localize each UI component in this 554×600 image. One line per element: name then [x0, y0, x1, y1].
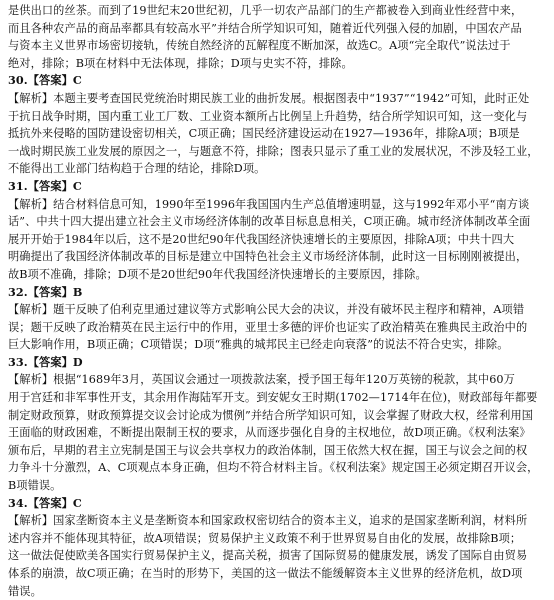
explanation-line: 【解析】结合材料信息可知，1990年至1996年我国国内生产总值增速明显，这与1992年邓小平“南方谈 — [8, 197, 530, 211]
answer-heading: 31.【答案】C — [8, 178, 82, 193]
explanation-line: 误；题干反映了政治精英在民主运行中的作用，亚里士多德的评价也证实了政治精英在雅典民主政治中的 — [8, 320, 528, 334]
explanation-line: 力争斗十分激烈，A、C项观点本身正确，但均不符合材料主旨。《权利法案》规定国王必须定期召开议会， — [8, 461, 539, 475]
explanation-line: B项错误。 — [8, 479, 62, 493]
answer-heading: 30.【答案】C — [8, 73, 82, 88]
explanation-line: 用于宫廷和非军事性开支，其余用作海陆军开支。到安妮女王时期(1702—1714年在位)，财政部每年都要 — [8, 391, 538, 405]
explanation-line: 是供出口的丝茶。而到了19世纪末20世纪初，几乎一切农产品部门的生产都被卷入到商业性经营中来， — [8, 4, 523, 17]
explanation-line: 故B项不准确，排除；D项不是20世纪90年代我国经济快速增长的主要原因，排除。 — [8, 267, 427, 281]
explanation-line: 【解析】题干反映了伯利克里通过建议等方式影响公民大会的决议，并没有破坏民主程序和精神，A项错 — [8, 303, 525, 317]
explanation-line: 而且各种农产品的商品率都具有较高水平”并结合所学知识可知，随着近代列强入侵的加剧，中国农产品 — [8, 21, 522, 35]
explanation-line: 这一做法促使欧美各国实行贸易保护主义，提高关税，损害了国际贸易的健康发展，诱发了国际自由贸易 — [8, 549, 528, 563]
explanation-line: 体系的崩溃，故C项正确；在当时的形势下，美国的这一做法不能缓解资本主义世界的经济危机，故D项 — [8, 567, 523, 580]
explanation-line: 颁布后，早期的君主立宪制是国王与议会共享权力的政治体制，国王依然大权在握，国王与议会之间的权 — [8, 443, 528, 457]
explanation-line: 【解析】国家垄断资本主义是垄断资本和国家政权密切结合的资本主义，追求的是国家垄断利润，材料所 — [8, 514, 528, 528]
answer-heading: 34.【答案】C — [8, 495, 82, 510]
explanation-line: 制定财政预算，财政预算提交议会讨论成为惯例”并结合所学知识可知，议会掌握了财政大权，经常利用国 — [8, 408, 534, 422]
answer-heading: 32.【答案】B — [8, 284, 83, 299]
explanation-line: 王面临的财政困难，不断提出限制王权的要求，从而逐步强化自身的主权地位，故D项正确。《权利法案》 — [8, 426, 531, 440]
explanation-line: 话”、中共十四大提出建立社会主义市场经济体制的改革目标息息相关，C项正确。城市经济体制改革全面 — [8, 215, 531, 229]
explanation-line: 【解析】根据“1689年3月，英国议会通过一项拨款法案，授予国王每年120万英镑的税款，其中60万 — [8, 373, 515, 387]
explanation-line: 明确提出了我国经济体制改革的目标是建立中国特色社会主义市场经济体制，此时这一目标刚刚被提出， — [8, 250, 528, 264]
explanation-line: 【解析】本题主要考查国民党统治时期民族工业的曲折发展。根据图表中“1937”“1942”可知，此时正处 — [8, 91, 530, 105]
explanation-line: 述内容并不能体现其特征，故A项错误；贸易保护主义政策不利于世界贸易自由化的发展，故排除B项； — [8, 531, 522, 545]
explanation-line: 展开开始于1984年以后，这不是20世纪90年代我国经济快速增长的主要原因，排除A项；中共十四大 — [8, 232, 515, 246]
explanation-line: 绝对，排除；B项在材料中无法体现，排除；D项与史实不符，排除。 — [8, 56, 353, 70]
explanation-line: 于抗日战争时期，国内重工业工厂数、工业资本额所占比例呈上升趋势，结合所学知识可知，这一变化与 — [8, 109, 528, 123]
explanation-line: 一战时期民族工业发展的原因之一，与题意不符，排除；图表只显示了重工业的发展状况，不涉及轻工业， — [8, 144, 539, 158]
explanation-line: 不能得出工业部门结构趋于合理的结论，排除D项。 — [8, 162, 266, 176]
answer-heading: 33.【答案】D — [8, 354, 83, 369]
explanation-line: 与资本主义世界市场密切接轨，传统自然经济的瓦解程度不断加深，故选C。A项“完全取代”说法过于 — [8, 39, 511, 53]
explanation-line: 错误。 — [8, 584, 42, 598]
explanation-line: 抵抗外来侵略的国防建设密切相关，C项正确；国民经济建设运动在1927—1936年，排除A项；B项是 — [8, 127, 520, 141]
explanation-line: 巨大影响作用，B项正确；C项错误；D项“雅典的城邦民主已经走向衰落”的说法不符合史实，排除。 — [8, 338, 509, 352]
